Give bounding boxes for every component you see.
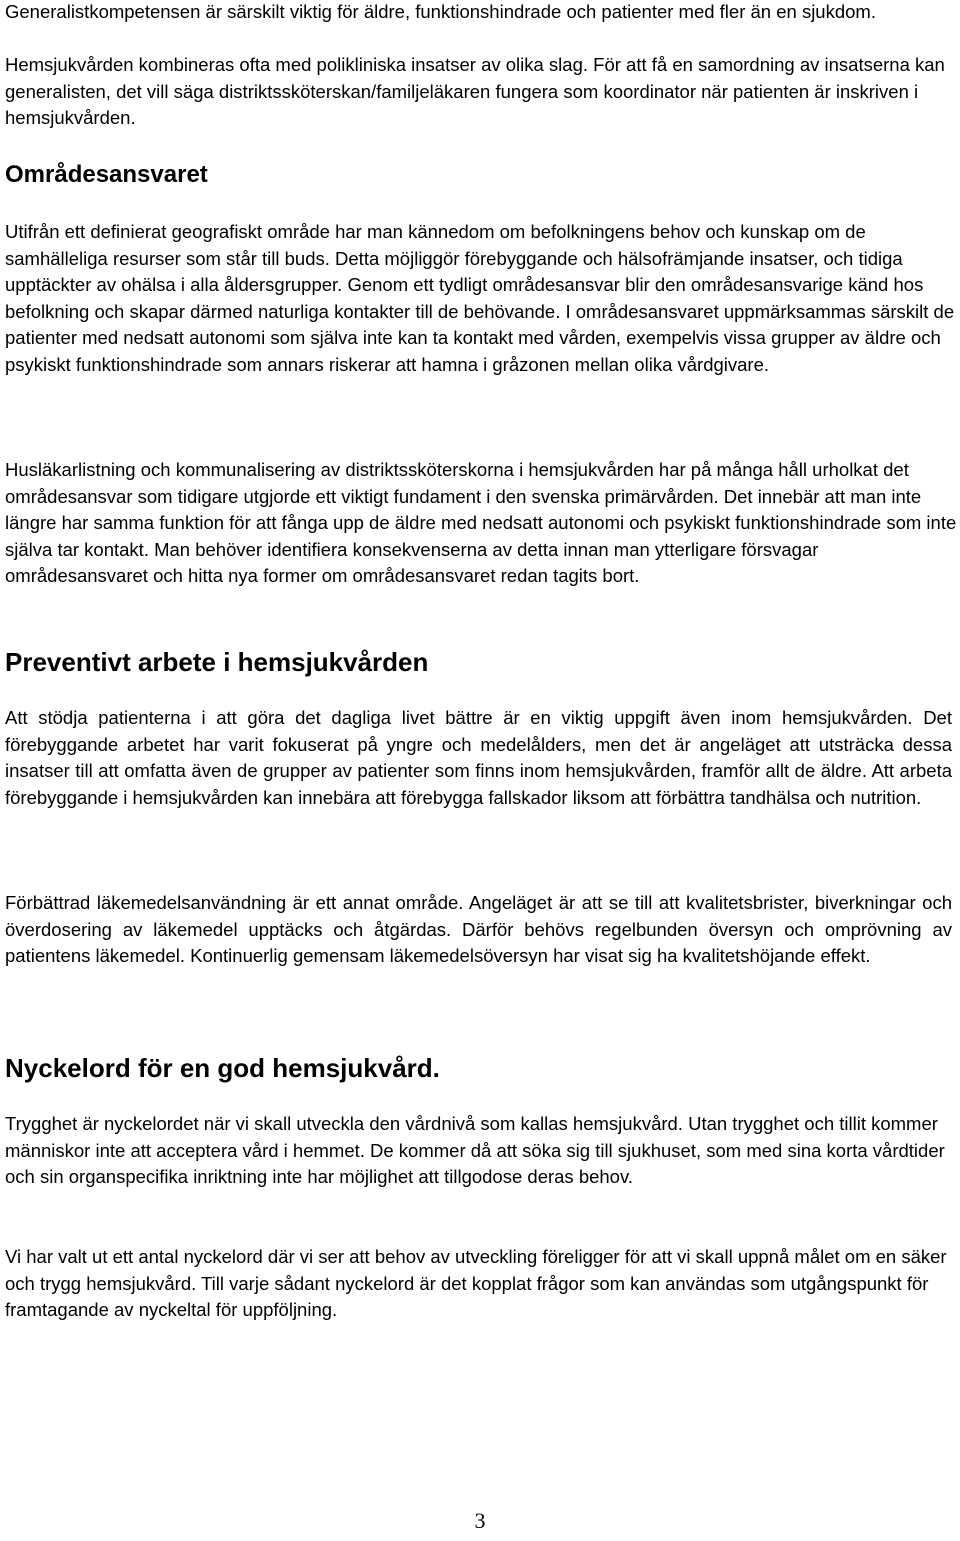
omradesansvaret-paragraph-2: Husläkarlistning och kommunalisering av distriktssköterskorna i hemsjukvården har på många håll urholkat det områdesansvar som tidigare utgjorde ett viktigt fundament i den svenska primärvården. Det innebär att man inte längre har samma funktion för att fånga upp de äldre med nedsatt autonomi och psykiskt funktionshindrade som inte själva tar kontakt. Man behöver identifiera konsekvenserna av detta innan man ytterligare försvagar områdesansvaret och hitta nya former om områdesansvaret redan tagits bort. <box>5 459 957 586</box>
preventivt-paragraph-2: Förbättrad läkemedelsanvändning är ett annat område. Angeläget är att se till att kvalitetsbrister, biverkningar och överdosering av läkemedel upptäcks och åtgärdas. Därför behövs regelbunden översyn och omprövning av patientens läkemedel. Kontinuerlig gemensam läkemedelsöversyn har visat sig ha kvalitetshöjande effekt. <box>5 892 952 966</box>
nyckelord-paragraph-2: Vi har valt ut ett antal nyckelord där vi ser att behov av utveckling föreligger för att vi skall uppnå målet om en säker och trygg hemsjukvård. Till varje sådant nyckelord är det kopplat frågor som kan användas som utgångspunkt för framtagande av nyckeltal för uppföljning. <box>5 1246 947 1320</box>
section-heading-preventivt: Preventivt arbete i hemsjukvården <box>5 647 429 677</box>
intro-paragraph-1: Generalistkompetensen är särskilt viktig för äldre, funktionshindrade och patienter med fler än en sjukdom. <box>5 1 876 22</box>
page-number: 3 <box>474 1508 486 1533</box>
omradesansvaret-paragraph-1: Utifrån ett definierat geografiskt område har man kännedom om befolkningens behov och kunskap om de samhälleliga resurser som står till buds. Detta möjliggör förebyggande och hälsofrämjande insatser, och tidiga upptäckter av ohälsa i alla åldersgrupper. Genom ett tydligt områdesansvar blir den områdesansvarige känd hos befolkning och skapar därmed naturliga kontakter till de behövande. I områdesansvaret uppmärksammas särskilt de patienter med nedsatt autonomi som själva inte kan ta kontakt med vården, exempelvis vissa grupper av äldre och psykiskt funktionshindrade som annars riskerar att hamna i gråzonen mellan olika vårdgivare. <box>5 221 955 375</box>
section-heading-nyckelord: Nyckelord för en god hemsjukvård. <box>5 1053 440 1083</box>
intro-paragraph-2: Hemsjukvården kombineras ofta med polikliniska insatser av olika slag. För att få en samordning av insatserna kan generalisten, det vill säga distriktssköterskan/familjeläkaren fungera som koordinator när patienten är inskriven i hemsjukvården. <box>5 54 945 128</box>
section-heading-omradesansvaret: Områdesansvaret <box>5 161 208 188</box>
preventivt-paragraph-1: Att stödja patienterna i att göra det dagliga livet bättre är en viktig uppgift även inom hemsjukvården. Det förebyggande arbetet har varit fokuserat på yngre och medelålders, men det är angeläget att utsträcka dessa insatser till att omfatta även de grupper av patienter som finns inom hemsjukvården, framför allt de äldre. Att arbeta förebyggande i hemsjukvården kan innebära att förebygga fallskador liksom att förbättra tandhälsa och nutrition. <box>5 707 952 808</box>
nyckelord-paragraph-1: Trygghet är nyckelordet när vi skall utveckla den vårdnivå som kallas hemsjukvård. Utan trygghet och tillit kommer människor inte att acceptera vård i hemmet. De kommer då att söka sig till sjukhuset, som med sina korta vårdtider och sin organspecifika inriktning inte har möjlighet att tillgodose deras behov. <box>5 1113 945 1187</box>
